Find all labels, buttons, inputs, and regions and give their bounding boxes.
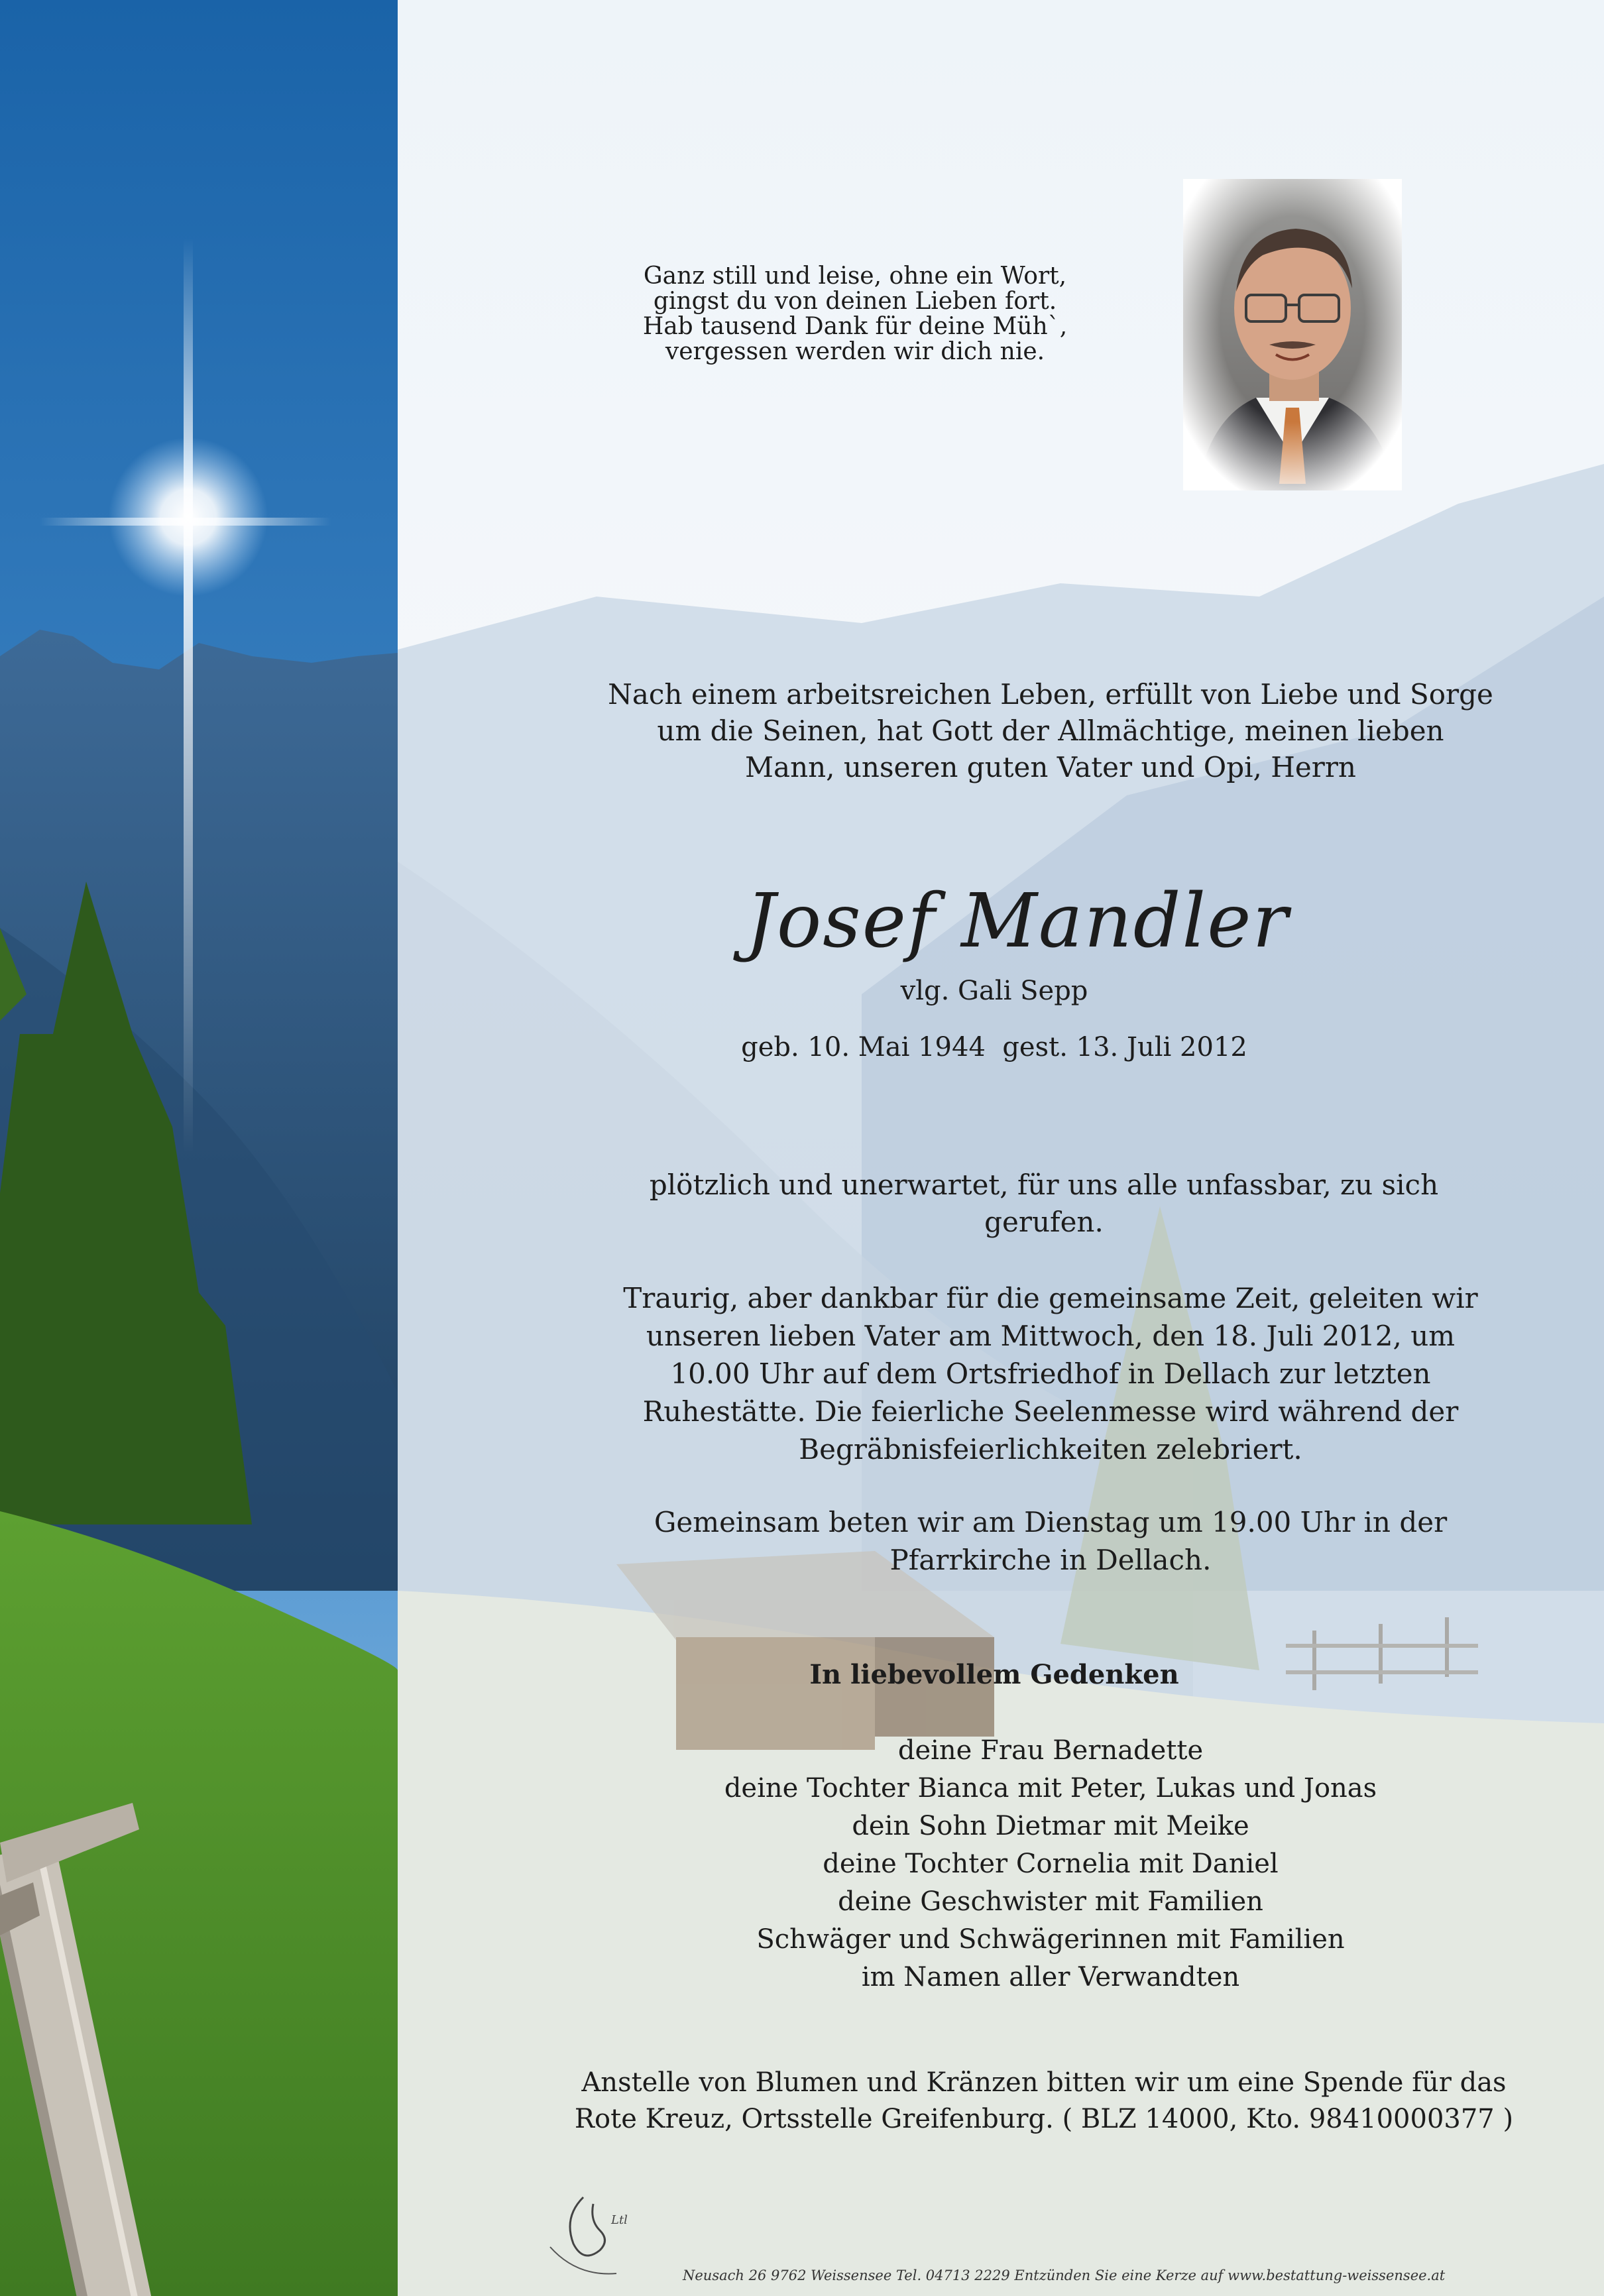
funeral-home-footer: Neusach 26 9762 Weissensee Tel. 04713 2229 Entzünden Sie eine Kerze auf www.bestattung-weissensee.at [683, 2267, 1446, 2283]
mourner-line: Schwäger und Schwägerinnen mit Familien [756, 1924, 1345, 1955]
intro-line: Mann, unseren guten Vater und Opi, Herrn [745, 751, 1356, 783]
memory-heading: In liebevollem Gedenken [809, 1659, 1179, 1690]
mourners-list [570, 1732, 1531, 1996]
passing-line: plötzlich und unerwartet, für uns alle unfassbar, zu sich [649, 1169, 1439, 1201]
funeral-line: unseren lieben Vater am Mittwoch, den 18. Juli 2012, um [646, 1320, 1456, 1352]
prayer-line: Gemeinsam beten wir am Dienstag um 19.00 Uhr in der [654, 1506, 1448, 1538]
mourner-line: im Namen aller Verwandten [861, 1962, 1240, 1992]
mourner-line: deine Tochter Bianca mit Peter, Lukas und Jonas [724, 1773, 1377, 1804]
donation-request [557, 2065, 1531, 2138]
poem-line: Ganz still und leise, ohne ein Wort, [643, 262, 1067, 290]
intro-line: Nach einem arbeitsreichen Leben, erfüllt von Liebe und Sorge [608, 678, 1493, 711]
poem-line: Hab tausend Dank für deine Müh`, [642, 313, 1068, 340]
mourner-line: dein Sohn Dietmar mit Meike [852, 1811, 1249, 1841]
deceased-name: Josef Mandler [745, 878, 1290, 964]
mourner-line: deine Frau Bernadette [897, 1735, 1204, 1766]
funeral-line: Traurig, aber dankbar für die gemeinsame Zeit, geleiten wir [623, 1282, 1478, 1314]
donation-line: Rote Kreuz, Ortsstelle Greifenburg. ( BLZ 14000, Kto. 98410000377 ) [574, 2104, 1514, 2134]
mourner-line: deine Tochter Cornelia mit Daniel [823, 1849, 1279, 1879]
donation-line: Anstelle von Blumen und Kränzen bitten wir um eine Spende für das [581, 2067, 1507, 2098]
memorial-poem [563, 264, 1147, 365]
funeral-line: Ruhestätte. Die feierliche Seelenmesse wird während der [642, 1395, 1459, 1428]
announcement-intro [570, 676, 1531, 785]
passing-line: gerufen. [984, 1206, 1104, 1238]
poem-line: gingst du von deinen Lieben fort. [653, 288, 1057, 315]
left-landscape-photo [0, 0, 398, 2296]
portrait-photo [1183, 179, 1402, 490]
prayer-line: Pfarrkirche in Dellach. [889, 1544, 1212, 1576]
funeral-line: Begräbnisfeierlichkeiten zelebriert. [799, 1433, 1302, 1465]
passing-text [597, 1167, 1491, 1241]
prayer-details [570, 1503, 1531, 1579]
intro-line: um die Seinen, hat Gott der Allmächtige, meinen lieben [657, 715, 1444, 747]
life-dates: geb. 10. Mai 1944 gest. 13. Juli 2012 [741, 1032, 1247, 1062]
landscape-illustration [0, 0, 398, 2296]
funeral-line: 10.00 Uhr auf dem Ortsfriedhof in Dellach zur letzten [670, 1357, 1431, 1390]
mourner-line: deine Geschwister mit Familien [838, 1886, 1263, 1917]
svg-text:Ltl: Ltl [611, 2213, 628, 2227]
poem-line: vergessen werden wir dich nie. [665, 338, 1045, 365]
deceased-nickname: vlg. Gali Sepp [900, 976, 1088, 1006]
funeral-home-logo [537, 2184, 643, 2283]
funeral-details [570, 1279, 1531, 1468]
